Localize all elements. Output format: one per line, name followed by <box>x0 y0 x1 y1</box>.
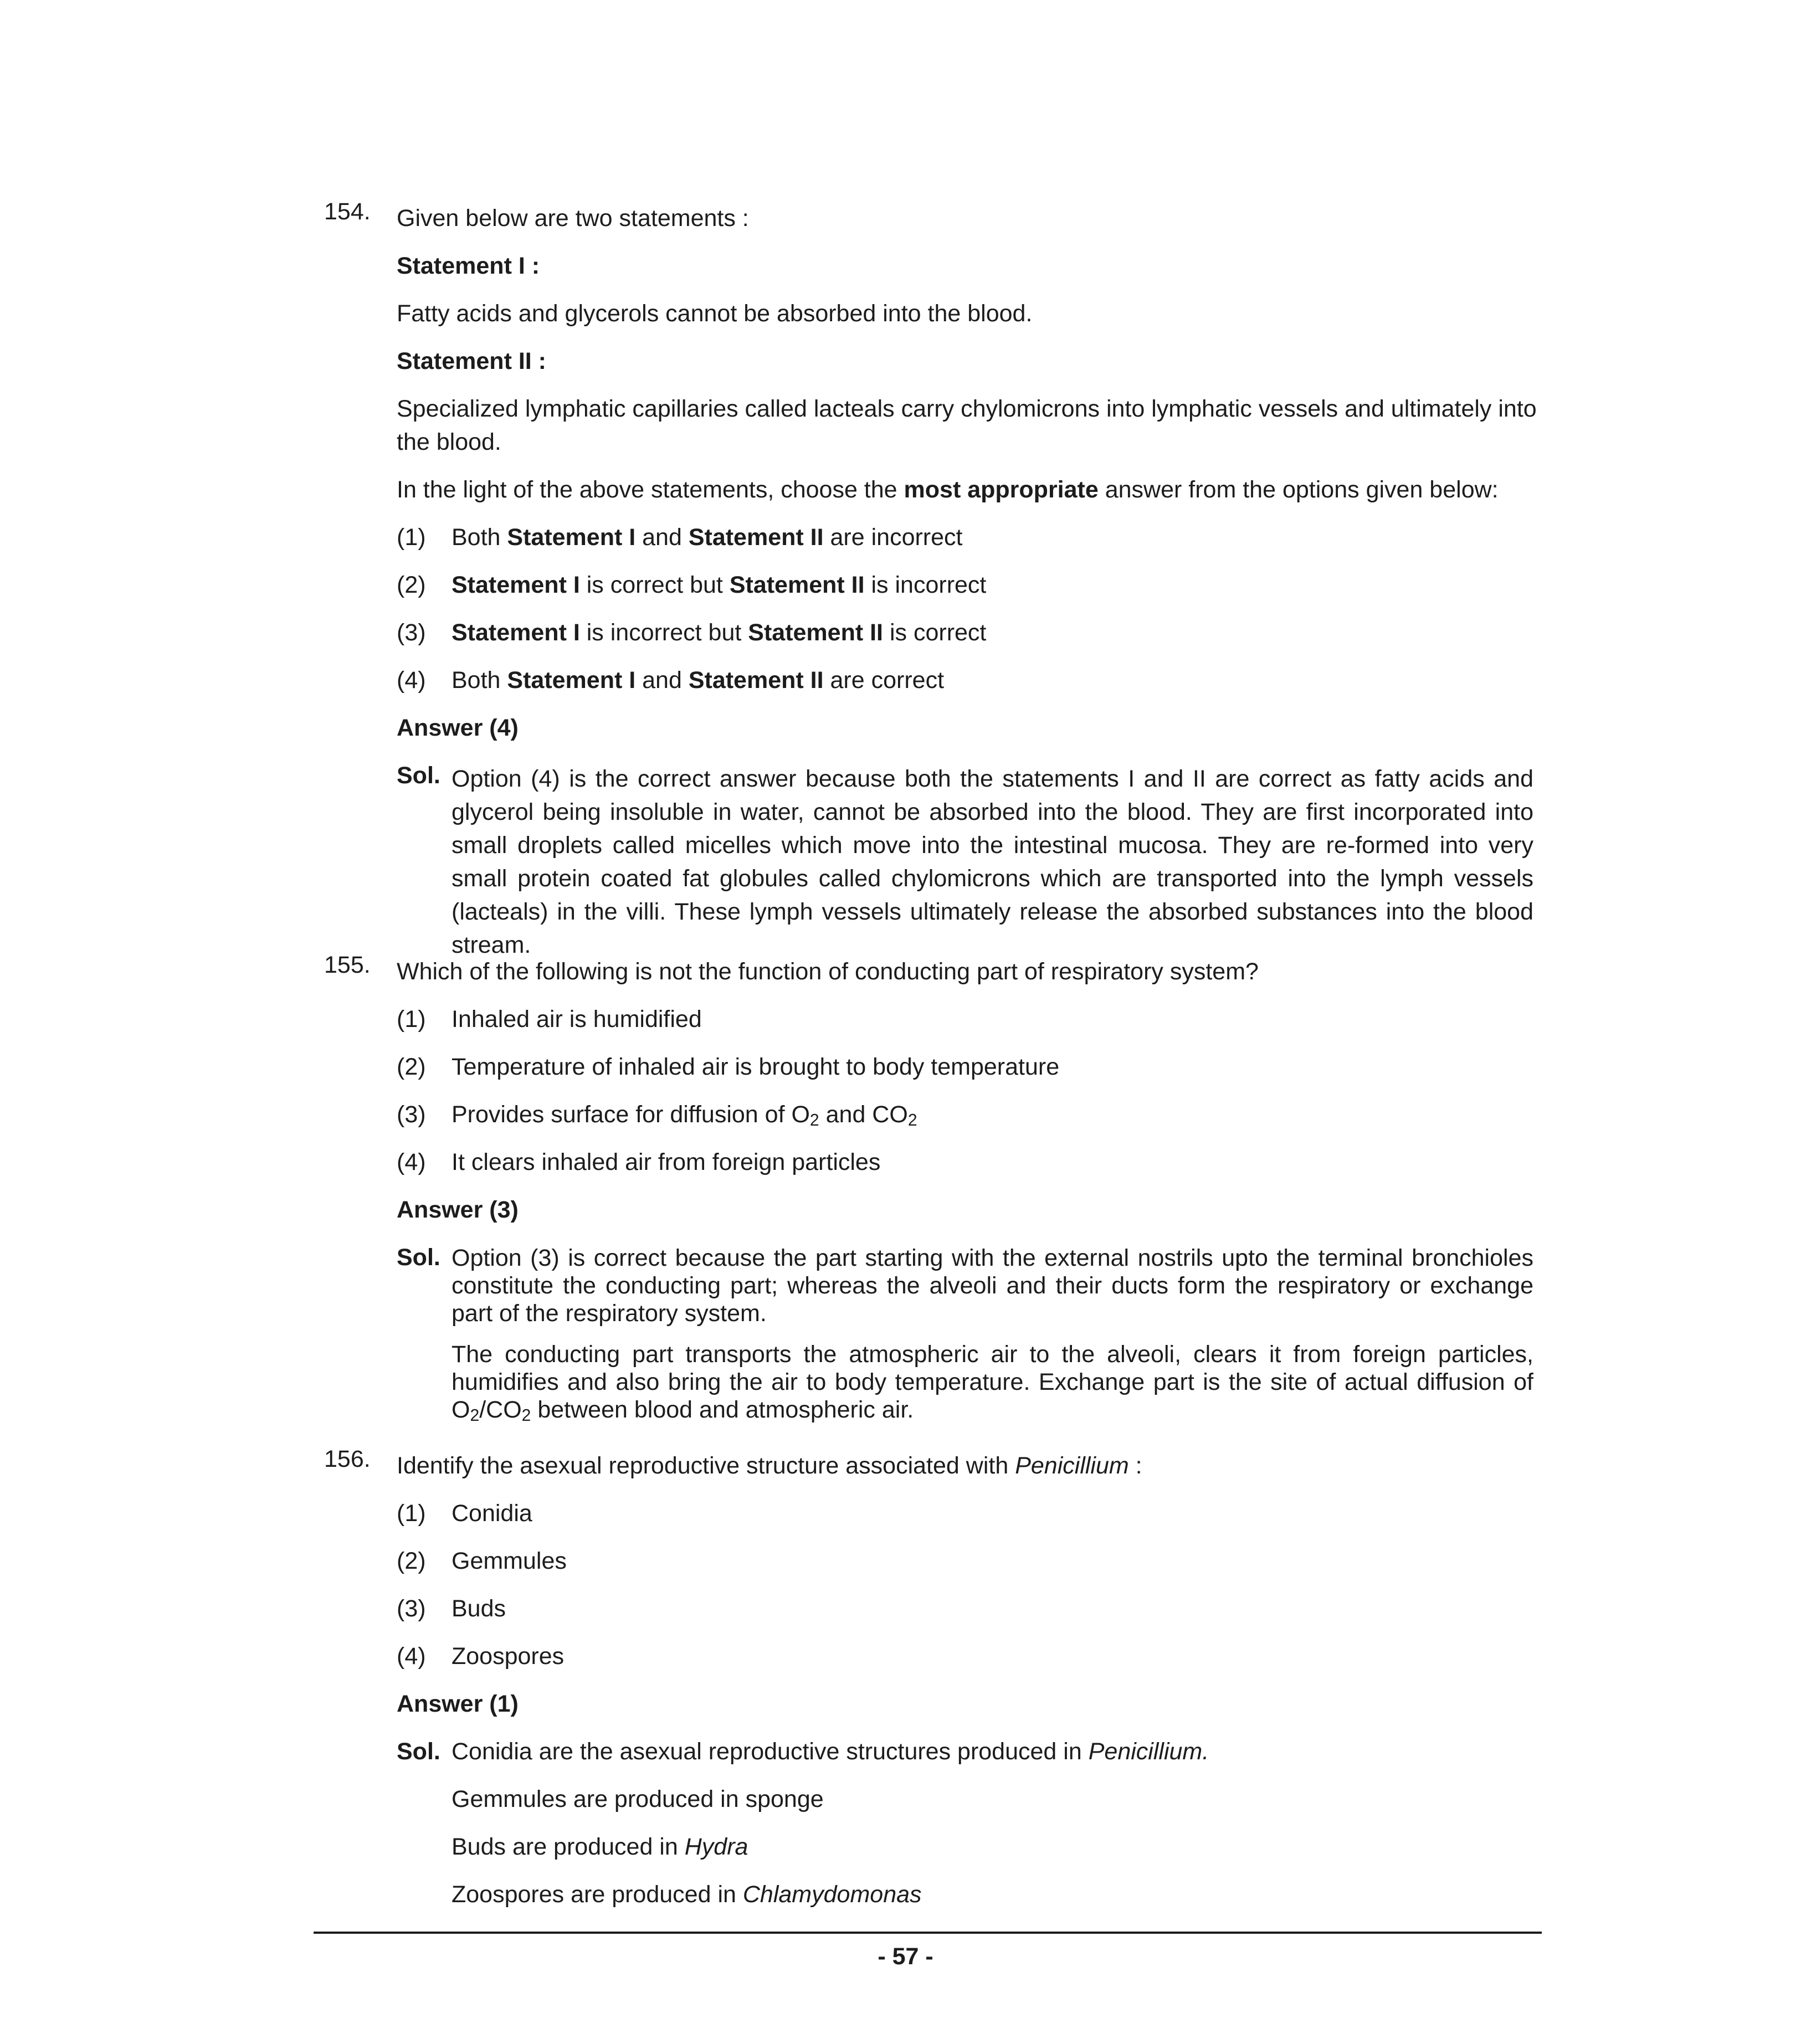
solution-paragraph-2: The conducting part transports the atmospheric air to the alveoli, clears it from foreign particles, humidifies and also bring the air to body temperature. Exchange part is the site of actual diffusion of $O_2/CO_2$ between blood and atmospheric air. <box>452 1341 1533 1425</box>
solution-paragraph-1: Option (3) is correct because the part starting with the external nostrils upto the terminal bronchioles constitute the conducting part; whereas the alveoli and their ducts form the respiratory or exchange part of the respiratory system. <box>452 1245 1533 1327</box>
option-4: Zoospores <box>452 1643 565 1670</box>
option-1: Both Statement I and Statement II are incorrect <box>452 524 963 551</box>
option-4: Both Statement I and Statement II are correct <box>452 667 945 694</box>
statement-2-text-line-1: Specialized lymphatic capillaries called lacteals carry chylomicrons into lymphatic vessels and ultimately into <box>397 396 1537 422</box>
option-2: Temperature of inhaled air is brought to body temperature <box>452 1054 1060 1080</box>
question-prompt: Given below are two statements : <box>397 205 749 232</box>
question-number: 155. <box>324 952 371 978</box>
statement-2-label: Statement II : <box>397 348 546 374</box>
option-number: (3) <box>397 1101 426 1128</box>
statement-2-text-line-2: the blood. <box>397 429 501 455</box>
option-number: (4) <box>397 1643 426 1670</box>
question-prompt: Which of the following is not the function of conducting part of respiratory system? <box>397 958 1259 985</box>
option-number: (3) <box>397 619 426 646</box>
option-4: It clears inhaled air from foreign particles <box>452 1149 881 1175</box>
option-1: Inhaled air is humidified <box>452 1006 702 1033</box>
option-number: (4) <box>397 667 426 694</box>
option-3: Buds <box>452 1595 506 1622</box>
answer-label: Answer (1) <box>397 1691 519 1717</box>
option-number: (4) <box>397 1149 426 1175</box>
option-number: (2) <box>397 1548 426 1574</box>
question-number: 156. <box>324 1446 371 1472</box>
option-number: (2) <box>397 1054 426 1080</box>
solution-line-1: Conidia are the asexual reproductive structures produced in Penicillium. <box>452 1738 1209 1765</box>
option-3: Provides surface for diffusion of $O_2$ and $CO_2$ <box>452 1101 917 1130</box>
solution-label: Sol. <box>397 1244 440 1271</box>
solution-label: Sol. <box>397 1738 440 1765</box>
option-number: (1) <box>397 524 426 551</box>
solution-line-3: Buds are produced in Hydra <box>452 1834 748 1860</box>
answer-label: Answer (4) <box>397 715 519 741</box>
solution-text: Option (4) is the correct answer because both the statements I and II are correct as fatty acids and glycerol being insoluble in water, cannot be absorbed into the blood. They are first incorporated into small droplets called micelles which move into the intestinal mucosa. They are re-formed into very small protein coated fat globules called chylomicrons which are transported into the lymph vessels (lacteals) in the villi. These lymph vessels ultimately release the absorbed substances into the blood stream. <box>452 766 1533 958</box>
option-number: (3) <box>397 1595 426 1622</box>
solution-label: Sol. <box>397 762 440 789</box>
solution-line-2: Gemmules are produced in sponge <box>452 1786 824 1812</box>
answer-label: Answer (3) <box>397 1196 519 1223</box>
solution-line-4: Zoospores are produced in Chlamydomonas <box>452 1881 922 1908</box>
statement-1-label: Statement I : <box>397 253 540 279</box>
option-1: Conidia <box>452 1500 532 1527</box>
question-prompt: Identify the asexual reproductive structure associated with Penicillium : <box>397 1452 1142 1479</box>
statement-1-text: Fatty acids and glycerols cannot be absorbed into the blood. <box>397 300 1033 327</box>
question-number: 154. <box>324 198 371 225</box>
footer-divider <box>314 1932 1542 1934</box>
option-number: (2) <box>397 572 426 598</box>
option-number: (1) <box>397 1500 426 1527</box>
option-2: Statement I is correct but Statement II is incorrect <box>452 572 987 598</box>
page-number: - 57 - <box>878 1943 933 1970</box>
option-2: Gemmules <box>452 1548 567 1574</box>
option-3: Statement I is incorrect but Statement II is correct <box>452 619 987 646</box>
instruction-text: In the light of the above statements, choose the most appropriate answer from the options given below: <box>397 476 1499 503</box>
option-number: (1) <box>397 1006 426 1033</box>
